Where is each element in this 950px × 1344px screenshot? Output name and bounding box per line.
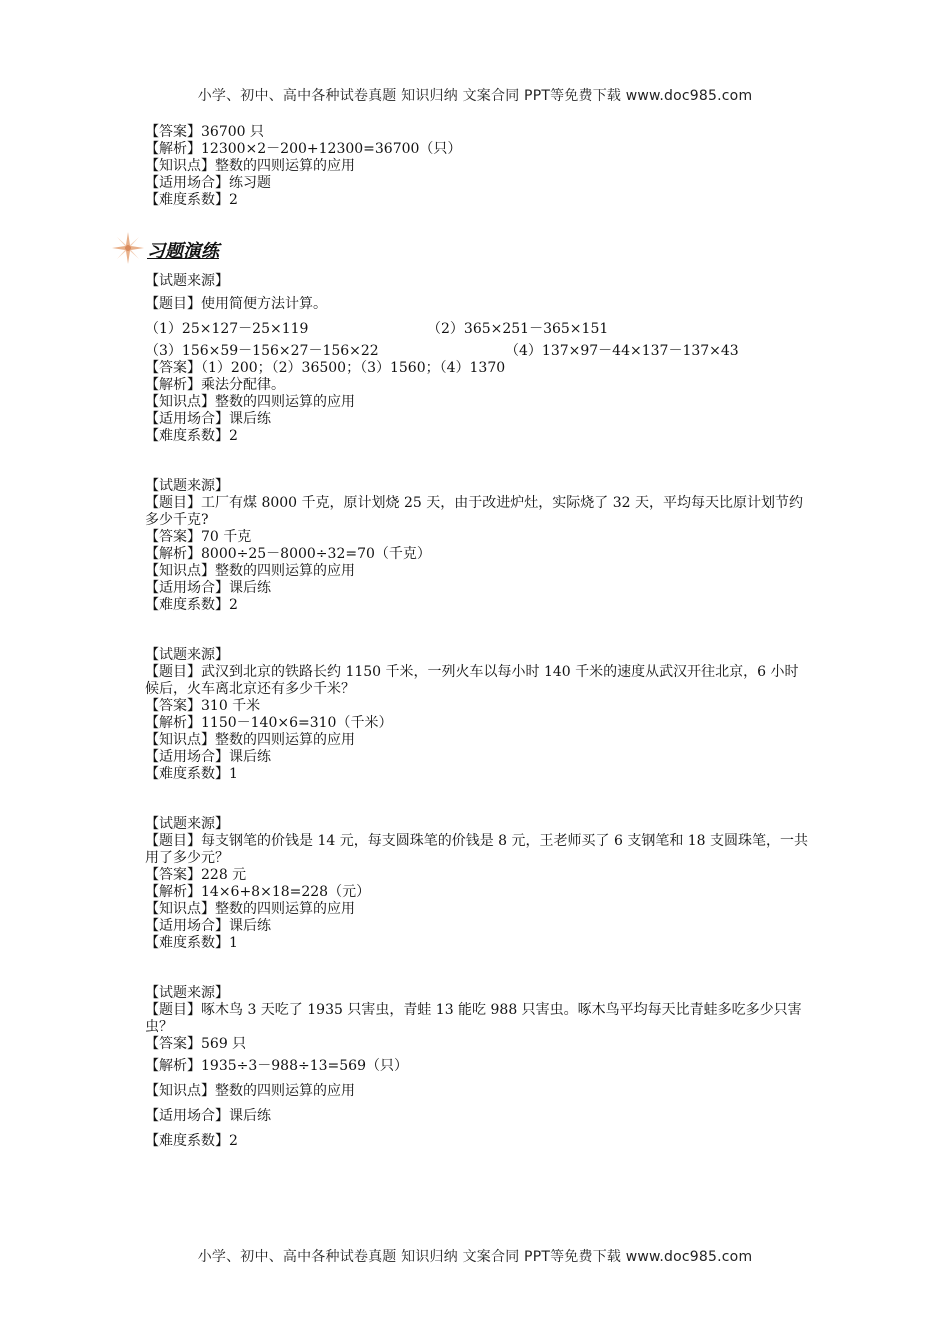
page-header: 小学、初中、高中各种试卷真题 知识归纳 文案合同 PPT等免费下载 www.doc985.com — [197, 88, 753, 104]
problem-knowledge: 【知识点】整数的四则运算的应用 — [145, 394, 355, 410]
section-title: 习题演练 — [147, 241, 219, 262]
problem-question: 【题目】工厂有煤 8000 千克，原计划烧 25 天，由于改进炉灶，实际烧了 32 天，平均每天比原计划节约多少千克? — [145, 495, 803, 528]
problem-answer: 【答案】（1）200；（2）36500；（3）1560；（4）1370 — [145, 360, 506, 376]
problem-answer: 【答案】70 千克 — [145, 529, 252, 545]
problem-source: 【试题来源】 — [145, 816, 229, 832]
sub-question: （1）25×127－25×119 — [145, 321, 309, 337]
problem-knowledge: 【知识点】整数的四则运算的应用 — [145, 1083, 355, 1099]
problem-source: 【试题来源】 — [145, 478, 229, 494]
problem-difficulty: 【难度系数】2 — [145, 1133, 238, 1149]
problem-difficulty: 【难度系数】2 — [145, 428, 238, 444]
intro-answer: 【答案】36700 只 — [145, 124, 264, 140]
problem-usage: 【适用场合】课后练 — [145, 411, 271, 427]
problem-source: 【试题来源】 — [145, 647, 229, 663]
problem-answer: 【答案】569 只 — [145, 1036, 247, 1052]
problem-question: 【题目】使用简便方法计算。 — [145, 296, 327, 312]
intro-analysis: 【解析】12300×2－200+12300=36700（只） — [145, 141, 462, 157]
problem-block-5 — [145, 985, 810, 1150]
sub-question: （2）365×251－365×151 — [427, 321, 609, 337]
problem-source: 【试题来源】 — [145, 985, 229, 1001]
problem-question: 【题目】武汉到北京的铁路长约 1150 千米，一列火车以每小时 140 千米的速度从武汉开往北京，6 小时候后，火车离北京还有多少千米？ — [145, 664, 799, 697]
sub-questions-row-1 — [145, 321, 810, 338]
problem-difficulty: 【难度系数】1 — [145, 935, 238, 951]
problem-analysis: 【解析】乘法分配律。 — [145, 377, 285, 393]
problem-block-4 — [145, 816, 810, 952]
problem-analysis: 【解析】1935÷3－988÷13=569（只） — [145, 1058, 408, 1074]
page-footer: 小学、初中、高中各种试卷真题 知识归纳 文案合同 PPT等免费下载 www.doc985.com — [197, 1249, 753, 1265]
problem-analysis: 【解析】8000÷25－8000÷32=70（千克） — [145, 546, 431, 562]
problem-block-3 — [145, 647, 810, 783]
sub-questions-row-2 — [145, 343, 810, 360]
problem-difficulty: 【难度系数】1 — [145, 766, 238, 782]
problem-knowledge: 【知识点】整数的四则运算的应用 — [145, 901, 355, 917]
intro-knowledge: 【知识点】整数的四则运算的应用 — [145, 158, 355, 174]
problem-source: 【试题来源】 — [145, 273, 229, 289]
problem-knowledge: 【知识点】整数的四则运算的应用 — [145, 732, 355, 748]
document-body — [145, 124, 810, 1150]
problem-block-1 — [145, 273, 810, 445]
sub-question: （4）137×97－44×137－137×43 — [505, 343, 739, 359]
problem-analysis: 【解析】1150－140×6=310（千米） — [145, 715, 393, 731]
problem-question: 【题目】每支钢笔的价钱是 14 元，每支圆珠笔的价钱是 8 元，王老师买了 6 支钢笔和 18 支圆珠笔，一共用了多少元？ — [145, 833, 809, 866]
problem-block-2 — [145, 478, 810, 614]
problem-difficulty: 【难度系数】2 — [145, 597, 238, 613]
problem-answer: 【答案】228 元 — [145, 867, 247, 883]
problem-analysis: 【解析】14×6+8×18=228（元） — [145, 884, 371, 900]
problem-answer: 【答案】310 千米 — [145, 698, 261, 714]
starburst-icon — [111, 231, 145, 265]
intro-usage: 【适用场合】练习题 — [145, 175, 271, 191]
intro-difficulty: 【难度系数】2 — [145, 192, 238, 208]
problem-usage: 【适用场合】课后练 — [145, 1108, 271, 1124]
problem-knowledge: 【知识点】整数的四则运算的应用 — [145, 563, 355, 579]
problem-usage: 【适用场合】课后练 — [145, 580, 271, 596]
problem-question: 【题目】啄木鸟 3 天吃了 1935 只害虫，青蛙 13 能吃 988 只害虫。啄木鸟平均每天比青蛙多吃多少只害虫？ — [145, 1002, 802, 1035]
sub-question: （3）156×59－156×27－156×22 — [145, 343, 379, 359]
problem-usage: 【适用场合】课后练 — [145, 749, 271, 765]
problem-usage: 【适用场合】课后练 — [145, 918, 271, 934]
section-heading — [145, 229, 810, 273]
intro-block — [145, 124, 810, 209]
